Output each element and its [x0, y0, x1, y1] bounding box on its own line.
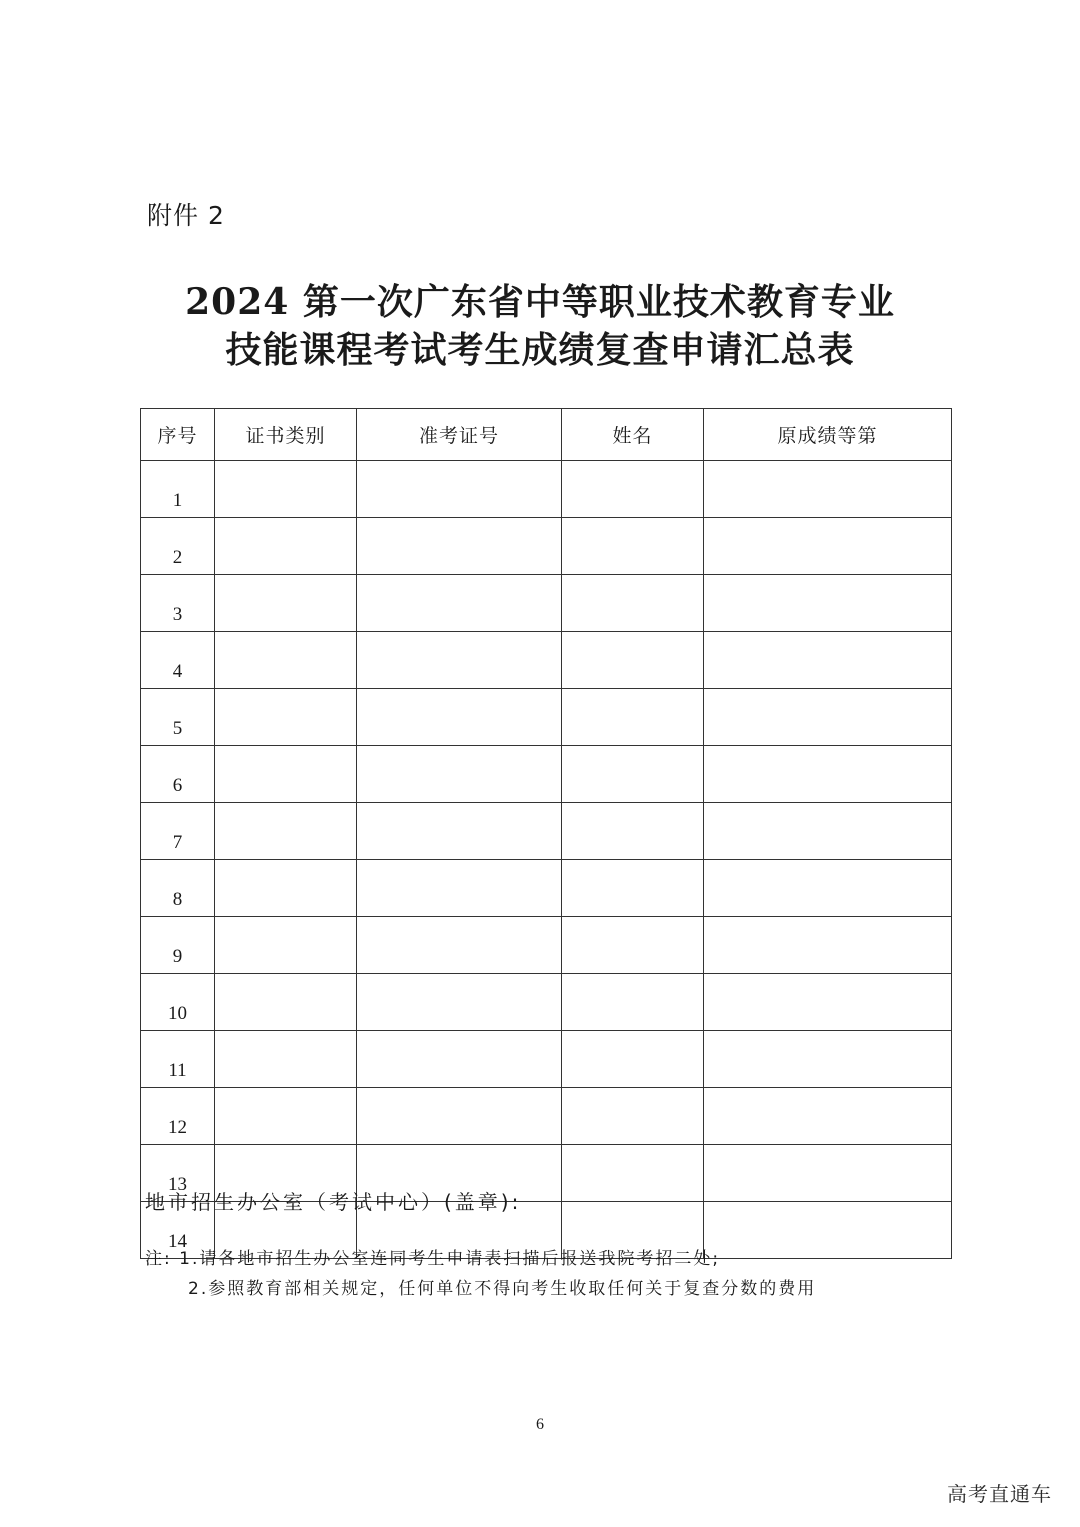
- name-cell: [562, 689, 704, 746]
- row-index-cell: 11: [141, 1031, 215, 1088]
- certificate-type-cell: [215, 575, 357, 632]
- certificate-type-cell: [215, 860, 357, 917]
- table-header-row: [141, 409, 952, 461]
- table-row: [141, 632, 952, 689]
- certificate-type-cell: [215, 974, 357, 1031]
- seal-line: 地市招生办公室（考试中心）(盖章):: [145, 1190, 522, 1214]
- attachment-label: 附件 2: [147, 201, 225, 230]
- row-index-cell: 7: [141, 803, 215, 860]
- table-row: [141, 746, 952, 803]
- original-grade-cell: [704, 1088, 952, 1145]
- row-index-cell: 3: [141, 575, 215, 632]
- name-cell: [562, 917, 704, 974]
- name-cell: [562, 1031, 704, 1088]
- admission-number-cell: [357, 746, 562, 803]
- original-grade-cell: [704, 461, 952, 518]
- original-grade-cell: [704, 803, 952, 860]
- certificate-type-cell: [215, 1031, 357, 1088]
- row-index-cell: 5: [141, 689, 215, 746]
- original-grade-cell: [704, 746, 952, 803]
- table-row: [141, 518, 952, 575]
- original-grade-cell: [704, 917, 952, 974]
- form-title-line-2: 技能课程考试考生成绩复查申请汇总表: [225, 329, 855, 371]
- certificate-type-cell: [215, 632, 357, 689]
- original-grade-cell: [704, 632, 952, 689]
- name-cell: [562, 860, 704, 917]
- row-index-cell: 9: [141, 917, 215, 974]
- row-index-cell: 1: [141, 461, 215, 518]
- column-header-certificate-type: 证书类别: [215, 409, 357, 461]
- column-header-admission-number: 准考证号: [357, 409, 562, 461]
- name-cell: [562, 575, 704, 632]
- certificate-type-cell: [215, 461, 357, 518]
- original-grade-cell: [704, 1145, 952, 1202]
- admission-number-cell: [357, 689, 562, 746]
- table-row: [141, 860, 952, 917]
- table-row: [141, 917, 952, 974]
- admission-number-cell: [357, 1031, 562, 1088]
- column-header-name: 姓名: [562, 409, 704, 461]
- admission-number-cell: [357, 461, 562, 518]
- note-2: 2.参照教育部相关规定，任何单位不得向考生收取任何关于复查分数的费用: [188, 1279, 817, 1299]
- table-row: [141, 689, 952, 746]
- original-grade-cell: [704, 860, 952, 917]
- row-index-cell: 14: [141, 1202, 215, 1259]
- table-row: [141, 974, 952, 1031]
- name-cell: [562, 1145, 704, 1202]
- name-cell: [562, 632, 704, 689]
- row-index-cell: 12: [141, 1088, 215, 1145]
- name-cell: [562, 1088, 704, 1145]
- row-index-cell: 2: [141, 518, 215, 575]
- certificate-type-cell: [215, 689, 357, 746]
- application-summary-table: [140, 408, 952, 1259]
- admission-number-cell: [357, 860, 562, 917]
- table-body: [141, 461, 952, 1259]
- admission-number-cell: [357, 917, 562, 974]
- note-1: 注: 1.请各地市招生办公室连同考生申请表扫描后报送我院考招二处;: [145, 1249, 721, 1269]
- table-row: [141, 461, 952, 518]
- name-cell: [562, 746, 704, 803]
- watermark: 高考直通车: [947, 1482, 1052, 1506]
- admission-number-cell: [357, 518, 562, 575]
- page-number: 6: [536, 1416, 544, 1433]
- certificate-type-cell: [215, 1088, 357, 1145]
- admission-number-cell: [357, 1088, 562, 1145]
- table-row: [141, 575, 952, 632]
- row-index-cell: 10: [141, 974, 215, 1031]
- original-grade-cell: [704, 1031, 952, 1088]
- original-grade-cell: [704, 1202, 952, 1259]
- row-index-cell: 4: [141, 632, 215, 689]
- original-grade-cell: [704, 974, 952, 1031]
- row-index-cell: 6: [141, 746, 215, 803]
- name-cell: [562, 803, 704, 860]
- table-row: [141, 1088, 952, 1145]
- original-grade-cell: [704, 575, 952, 632]
- admission-number-cell: [357, 575, 562, 632]
- name-cell: [562, 461, 704, 518]
- original-grade-cell: [704, 689, 952, 746]
- row-index-cell: 13: [141, 1145, 215, 1202]
- form-title-line-1: 2024 第一次广东省中等职业技术教育专业: [185, 281, 895, 323]
- certificate-type-cell: [215, 917, 357, 974]
- column-header-index: 序号: [141, 409, 215, 461]
- table-row: [141, 1031, 952, 1088]
- name-cell: [562, 974, 704, 1031]
- row-index-cell: 8: [141, 860, 215, 917]
- certificate-type-cell: [215, 746, 357, 803]
- admission-number-cell: [357, 974, 562, 1031]
- table-row: [141, 803, 952, 860]
- column-header-original-grade: 原成绩等第: [704, 409, 952, 461]
- name-cell: [562, 518, 704, 575]
- certificate-type-cell: [215, 518, 357, 575]
- admission-number-cell: [357, 803, 562, 860]
- admission-number-cell: [357, 632, 562, 689]
- certificate-type-cell: [215, 803, 357, 860]
- original-grade-cell: [704, 518, 952, 575]
